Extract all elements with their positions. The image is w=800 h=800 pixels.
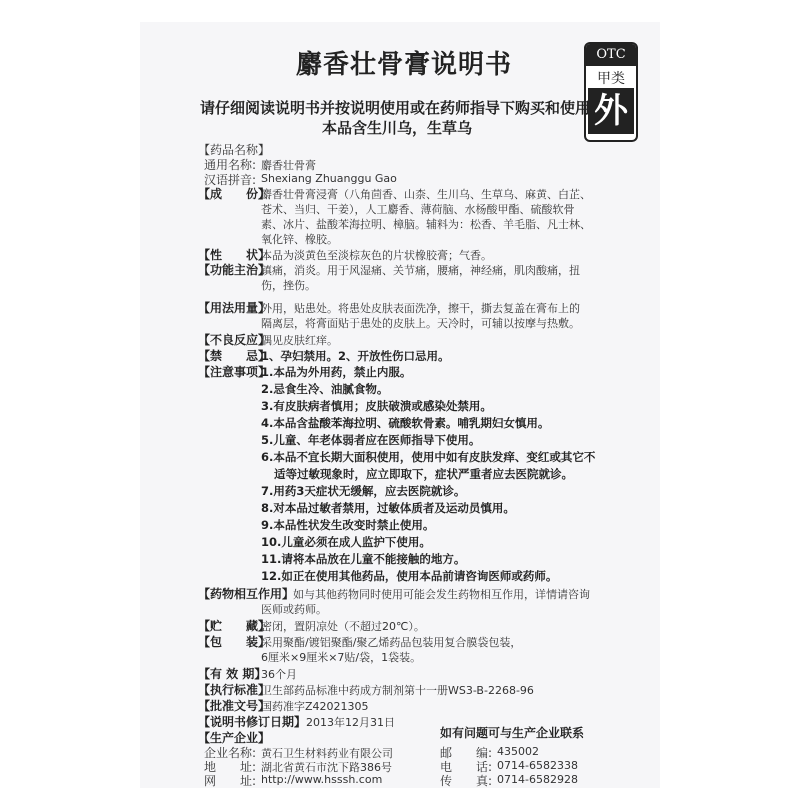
otc-class: 甲类 xyxy=(597,71,625,87)
precaution-item: 6.本品不宜长期大面积使用，使用中如有皮肤发痒、变红或其它不 xyxy=(261,450,596,464)
standard-value: 卫生部药品标准中药成方制剂第十一册WS3-B-2268-96 xyxy=(261,684,534,697)
drug-name-label: 【药品名称】 xyxy=(198,143,271,157)
storage-label: 【贮 藏】 xyxy=(198,619,271,633)
phone-label: 电 话: xyxy=(440,760,493,774)
revision-value: 2013年12月31日 xyxy=(306,716,395,729)
web-label: 网 址: xyxy=(204,774,257,788)
precaution-item: 11.请将本品放在儿童不能接触的地方。 xyxy=(261,552,466,566)
revision-label: 【说明书修订日期】 xyxy=(198,715,307,729)
ingredients-label: 【成 份】 xyxy=(198,187,271,201)
pinyin-label: 汉语拼音: xyxy=(204,173,257,187)
ingredient-warning: 本品含生川乌，生草乌 xyxy=(322,119,473,137)
indications-line: 伤，挫伤。 xyxy=(261,279,316,292)
ingredients-line: 氧化锌、橡胶。 xyxy=(261,233,338,246)
precaution-item: 12.如正在使用其他药品，使用本品前请咨询医师或药师。 xyxy=(261,569,558,583)
precaution-item: 5.儿童、年老体弱者应在医师指导下使用。 xyxy=(261,433,481,447)
precautions-label: 【注意事项】 xyxy=(198,365,271,379)
postcode-label: 邮 编: xyxy=(440,746,493,760)
fax-value: 0714-6582928 xyxy=(497,773,578,786)
package-line: 6厘米×9厘米×7贴/袋，1袋装。 xyxy=(261,651,422,664)
external-use-mark: 外 xyxy=(588,88,634,134)
usage-line: 隔离层，将膏面贴于患处的皮肤上。天冷时，可辅以按摩与热敷。 xyxy=(261,317,580,330)
address-label: 地 址: xyxy=(204,760,257,774)
approval-label: 【批准文号】 xyxy=(198,699,271,713)
adverse-label: 【不良反应】 xyxy=(198,333,271,347)
ingredients-line: 麝香壮骨膏浸膏（八角茴香、山柰、生川乌、生草乌、麻黄、白芷、 xyxy=(261,188,591,201)
precaution-item: 适等过敏现象时，应立即取下，症状严重者应去医院就诊。 xyxy=(274,467,573,481)
phone-value: 0714-6582338 xyxy=(497,759,578,772)
storage-value: 密闭，置阴凉处（不超过20℃）。 xyxy=(261,620,425,633)
usage-warning: 请仔细阅读说明书并按说明使用或在药师指导下购买和使用。 xyxy=(200,99,606,117)
validity-label: 【有 效 期】 xyxy=(198,667,267,681)
validity-value: 36个月 xyxy=(261,668,297,681)
postcode-value: 435002 xyxy=(497,745,539,758)
fax-label: 传 真: xyxy=(440,774,493,788)
interaction-label: 【药物相互作用】 xyxy=(198,587,295,601)
pinyin-value: Shexiang Zhuanggu Gao xyxy=(261,172,397,185)
precaution-item: 2.忌食生冷、油腻食物。 xyxy=(261,382,389,396)
precaution-item: 7.用药3天症状无缓解，应去医院就诊。 xyxy=(261,484,466,498)
precaution-item: 4.本品含盐酸苯海拉明、硫酸软骨素。哺乳期妇女慎用。 xyxy=(261,416,550,430)
package-line: 采用聚酯/镀铝聚酯/聚乙烯药品包装用复合膜袋包装， xyxy=(261,636,522,649)
ingredients-line: 苍术、当归、干姜），人工麝香、薄荷脑、水杨酸甲酯、硫酸软骨 xyxy=(261,203,575,216)
company-value: 黄石卫生材料药业有限公司 xyxy=(261,747,393,760)
document-title: 麝香壮骨膏说明书 xyxy=(296,50,513,80)
appearance-label: 【性 状】 xyxy=(198,248,271,262)
ingredients-line: 素、冰片、盐酸苯海拉明、樟脑。辅料为：松香、羊毛脂、凡士林、 xyxy=(261,218,591,231)
company-label: 企业名称: xyxy=(204,746,257,760)
indications-line: 镇痛，消炎。用于风湿痛、关节痛，腰痛，神经痛，肌肉酸痛，扭 xyxy=(261,264,580,277)
contraindications-label: 【禁 忌】 xyxy=(198,349,271,363)
otc-label: OTC xyxy=(586,44,636,66)
otc-badge xyxy=(584,42,638,142)
web-value: http://www.hsssh.com xyxy=(261,773,383,786)
standard-label: 【执行标准】 xyxy=(198,683,271,697)
appearance-value: 本品为淡黄色至淡棕灰色的片状橡胶膏；气香。 xyxy=(261,249,492,262)
package-label: 【包 装】 xyxy=(198,635,271,649)
footer-note: 如有问题可与生产企业联系 xyxy=(440,726,585,740)
indications-label: 【功能主治】 xyxy=(198,263,271,277)
interaction-line: 如与其他药物同时使用可能会发生药物相互作用，详情请咨询 xyxy=(293,588,590,601)
manufacturer-label: 【生产企业】 xyxy=(198,731,271,745)
precaution-item: 1.本品为外用药，禁止内服。 xyxy=(261,365,412,379)
generic-name-value: 麝香壮骨膏 xyxy=(261,159,316,172)
generic-name-label: 通用名称: xyxy=(204,158,257,172)
precaution-item: 8.对本品过敏者禁用，过敏体质者及运动员慎用。 xyxy=(261,501,515,515)
address-value: 湖北省黄石市沈下路386号 xyxy=(261,761,392,774)
contraindications-value: 1、孕妇禁用。2、开放性伤口忌用。 xyxy=(261,349,450,363)
precaution-item: 9.本品性状发生改变时禁止使用。 xyxy=(261,518,435,532)
approval-value: 国药准字Z42021305 xyxy=(261,700,369,713)
adverse-value: 偶见皮肤红痒。 xyxy=(261,334,338,347)
usage-label: 【用法用量】 xyxy=(198,301,271,315)
interaction-line: 医师或药师。 xyxy=(261,603,327,616)
usage-line: 外用，贴患处。将患处皮肤表面洗净，擦干，撕去复盖在膏布上的 xyxy=(261,302,580,315)
precaution-item: 10.儿童必须在成人监护下使用。 xyxy=(261,535,431,549)
precaution-item: 3.有皮肤病者慎用；皮肤破溃或感染处禁用。 xyxy=(261,399,492,413)
